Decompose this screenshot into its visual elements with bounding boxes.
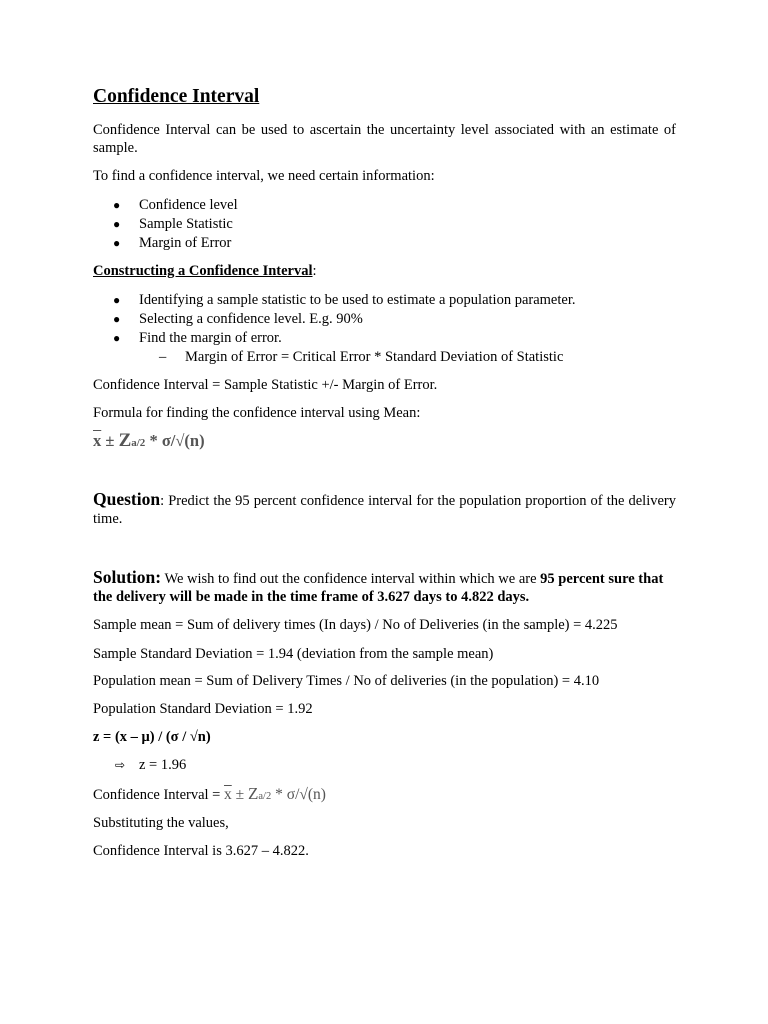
question-text: : Predict the 95 percent confidence interval for the population proportion of the delivery time. bbox=[93, 493, 676, 527]
list-item-text: Selecting a confidence level. E.g. 90% bbox=[139, 311, 363, 327]
formula-rest: * σ/√(n) bbox=[145, 431, 205, 450]
constructing-heading-line bbox=[93, 262, 317, 280]
arrow-right-icon: ⇨ bbox=[115, 758, 126, 772]
z-value-text: z = 1.96 bbox=[139, 757, 187, 773]
formula-subscript: a/2 bbox=[258, 791, 272, 802]
z-formula-line: z = (x – μ) / (σ / √n) bbox=[93, 729, 211, 745]
bullet-icon: ● bbox=[113, 331, 121, 345]
list-item-text: Identifying a sample statistic to be used to estimate a population parameter. bbox=[139, 292, 576, 308]
solution-label: Solution: bbox=[93, 567, 162, 587]
list-item-text: Find the margin of error. bbox=[139, 330, 282, 346]
list-item-text: Confidence level bbox=[139, 197, 238, 213]
heading-colon: : bbox=[312, 263, 317, 279]
question-paragraph bbox=[93, 490, 676, 528]
sample-mean-line: Sample mean = Sum of delivery times (In days) / No of Deliveries (in the sample) = 4.225 bbox=[93, 617, 618, 633]
sub-list-item-text: Margin of Error = Critical Error * Standard Deviation of Statistic bbox=[185, 349, 564, 365]
formula-xbar: $\overline{x}$ bbox=[223, 786, 232, 803]
formula-subscript: a/2 bbox=[131, 437, 146, 449]
ci-definition: Confidence Interval = Sample Statistic +/- Margin of Error. bbox=[93, 377, 438, 393]
mean-formula bbox=[93, 432, 205, 452]
ci-inline-formula bbox=[224, 786, 326, 803]
bullet-icon: ● bbox=[113, 293, 121, 307]
formula-xbar: $\overline{x}$ bbox=[93, 431, 102, 450]
z-value-line bbox=[93, 756, 293, 774]
intro-paragraph: Confidence Interval can be used to ascertain the uncertainty level associated with an estimate of sample. bbox=[93, 122, 676, 156]
constructing-heading: Constructing a Confidence Interval bbox=[93, 263, 313, 279]
dash-marker: – bbox=[159, 349, 167, 365]
page-title: Confidence Interval bbox=[93, 86, 260, 107]
sample-sd-line: Sample Standard Deviation = 1.94 (deviation from the sample mean) bbox=[93, 646, 494, 662]
info-intro: To find a confidence interval, we need certain information: bbox=[93, 168, 435, 184]
substituting-line: Substituting the values, bbox=[93, 815, 229, 831]
formula-z: Z bbox=[118, 430, 132, 451]
formula-plusminus: ± bbox=[231, 786, 248, 803]
list-item-text: Sample Statistic bbox=[139, 216, 233, 232]
bullet-icon: ● bbox=[113, 217, 121, 231]
bullet-icon: ● bbox=[113, 312, 121, 326]
formula-rest: * σ/√(n) bbox=[271, 786, 326, 803]
formula-z: Z bbox=[248, 784, 259, 803]
formula-plusminus: ± bbox=[101, 431, 119, 450]
list-item-text: Margin of Error bbox=[139, 235, 232, 251]
bullet-icon: ● bbox=[113, 198, 121, 212]
question-label: Question bbox=[93, 489, 161, 509]
solution-text: We wish to find out the confidence interval within which we are bbox=[161, 571, 541, 587]
population-sd-line: Population Standard Deviation = 1.92 bbox=[93, 701, 313, 717]
bullet-icon: ● bbox=[113, 236, 121, 250]
solution-bold-text: 95 percent sure that the delivery will be made in the time frame of 3.627 days to 4.822 days. bbox=[93, 571, 664, 605]
population-mean-line: Population mean = Sum of Delivery Times / No of deliveries (in the population) = 4.10 bbox=[93, 673, 600, 689]
solution-paragraph bbox=[93, 568, 676, 606]
ci-formula-label: Confidence Interval = bbox=[93, 787, 224, 803]
result-line: Confidence Interval is 3.627 – 4.822. bbox=[93, 843, 309, 859]
formula-intro: Formula for finding the confidence interval using Mean: bbox=[93, 405, 421, 421]
ci-formula-line bbox=[93, 785, 326, 806]
